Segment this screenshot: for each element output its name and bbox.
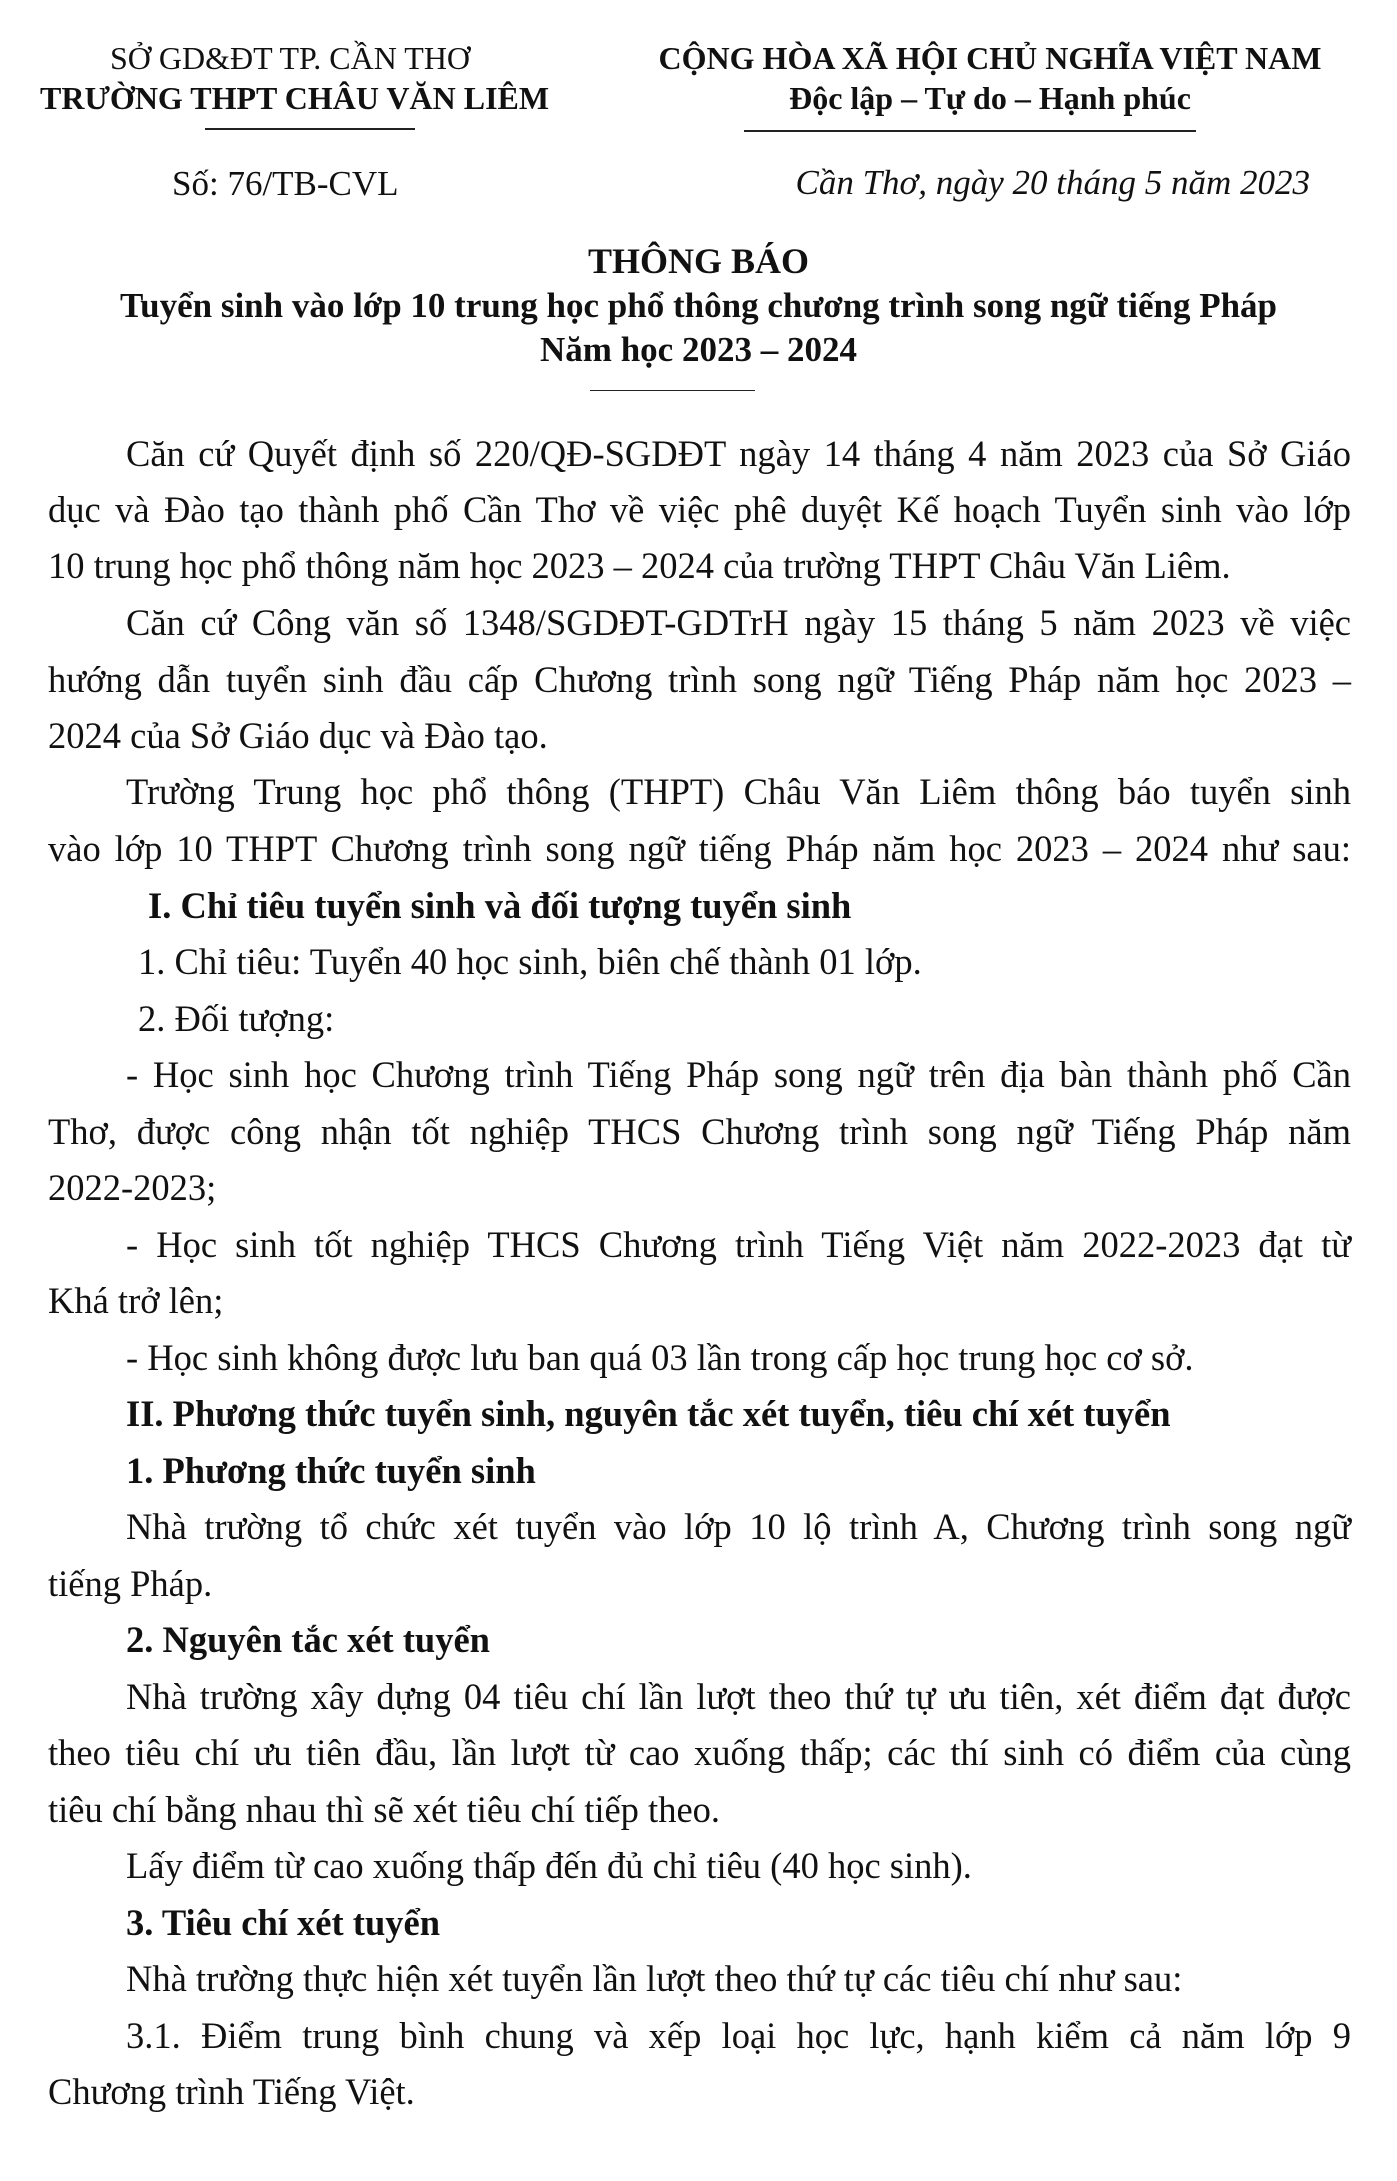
department-name: SỞ GD&ĐT TP. CẦN THƠ [109, 40, 471, 76]
paragraph-line: 2024 của Sở Giáo dục và Đào tạo. [48, 715, 548, 756]
paragraph-line: - Học sinh tốt nghiệp THCS Chương trình Tiếng Việt năm 2022-2023 đạt từ [126, 1224, 1351, 1265]
school-year: Năm học 2023 – 2024 [540, 330, 857, 369]
paragraph-line: hướng dẫn tuyển sinh đầu cấp Chương trình song ngữ Tiếng Pháp năm học 2023 – [48, 659, 1351, 700]
paragraph-line: 2022-2023; [48, 1167, 217, 1208]
paragraph-line: - Học sinh không được lưu ban quá 03 lần trong cấp học trung học cơ sở. [126, 1337, 1194, 1378]
section-heading: I. Chỉ tiêu tuyển sinh và đối tượng tuyển sinh [148, 885, 852, 926]
section-heading: II. Phương thức tuyển sinh, nguyên tắc xét tuyển, tiêu chí xét tuyển [126, 1393, 1171, 1434]
school-name: TRƯỜNG THPT CHÂU VĂN LIÊM [40, 80, 550, 116]
paragraph-line: tiêu chí bằng nhau thì sẽ xét tiêu chí tiếp theo. [48, 1789, 721, 1830]
paragraph-line: Thơ, được công nhận tốt nghiệp THCS Chương trình song ngữ Tiếng Pháp năm [48, 1111, 1351, 1152]
paragraph-line: Lấy điểm từ cao xuống thấp đến đủ chỉ tiêu (40 học sinh). [126, 1845, 972, 1886]
paragraph-line: Căn cứ Công văn số 1348/SGDĐT-GDTrH ngày 15 tháng 5 năm 2023 về việc [126, 602, 1351, 643]
paragraph-line: Nhà trường xây dựng 04 tiêu chí lần lượt theo thứ tự ưu tiên, xét điểm đạt được [126, 1676, 1351, 1717]
paragraph-line: Căn cứ Quyết định số 220/QĐ-SGDĐT ngày 14 tháng 4 năm 2023 của Sở Giáo [126, 433, 1351, 474]
school-name-underline [205, 128, 415, 130]
document-title: THÔNG BÁO [587, 241, 810, 281]
place-date: Cần Thơ, ngày 20 tháng 5 năm 2023 [795, 163, 1310, 202]
document-number: Số: 76/TB-CVL [172, 164, 399, 203]
title-divider [590, 390, 755, 391]
paragraph-line: 3.1. Điểm trung bình chung và xếp loại học lực, hạnh kiểm cả năm lớp 9 [126, 2015, 1351, 2056]
list-item: 2. Đối tượng: [138, 998, 335, 1039]
paragraph-line: Nhà trường tổ chức xét tuyển vào lớp 10 lộ trình A, Chương trình song ngữ [126, 1506, 1351, 1547]
document-subject: Tuyển sinh vào lớp 10 trung học phổ thông chương trình song ngữ tiếng Pháp [119, 286, 1278, 325]
national-title: CỘNG HÒA XÃ HỘI CHỦ NGHĨA VIỆT NAM [658, 40, 1322, 76]
paragraph-line: dục và Đào tạo thành phố Cần Thơ về việc phê duyệt Kế hoạch Tuyển sinh vào lớp [48, 489, 1351, 530]
national-motto: Độc lập – Tự do – Hạnh phúc [789, 80, 1191, 116]
subsection-heading: 3. Tiêu chí xét tuyển [126, 1902, 440, 1943]
paragraph-line: Chương trình Tiếng Việt. [48, 2071, 415, 2112]
paragraph-line: Trường Trung học phổ thông (THPT) Châu Văn Liêm thông báo tuyển sinh [126, 771, 1351, 812]
paragraph-line: tiếng Pháp. [48, 1563, 213, 1604]
list-item: 1. Chỉ tiêu: Tuyển 40 học sinh, biên chế thành 01 lớp. [138, 941, 922, 982]
paragraph-line: Nhà trường thực hiện xét tuyển lần lượt theo thứ tự các tiêu chí như sau: [126, 1958, 1183, 1999]
subsection-heading: 2. Nguyên tắc xét tuyển [126, 1619, 490, 1660]
paragraph-line: 10 trung học phổ thông năm học 2023 – 2024 của trường THPT Châu Văn Liêm. [48, 545, 1231, 586]
paragraph-line: - Học sinh học Chương trình Tiếng Pháp song ngữ trên địa bàn thành phố Cần [126, 1054, 1351, 1095]
paragraph-line: theo tiêu chí ưu tiên đầu, lần lượt từ cao xuống thấp; các thí sinh có điểm của cùng [48, 1732, 1351, 1773]
paragraph-line: vào lớp 10 THPT Chương trình song ngữ tiếng Pháp năm học 2023 – 2024 như sau: [48, 828, 1351, 869]
paragraph-line: Khá trở lên; [48, 1280, 224, 1321]
motto-underline [744, 130, 1196, 132]
subsection-heading: 1. Phương thức tuyển sinh [126, 1450, 536, 1491]
